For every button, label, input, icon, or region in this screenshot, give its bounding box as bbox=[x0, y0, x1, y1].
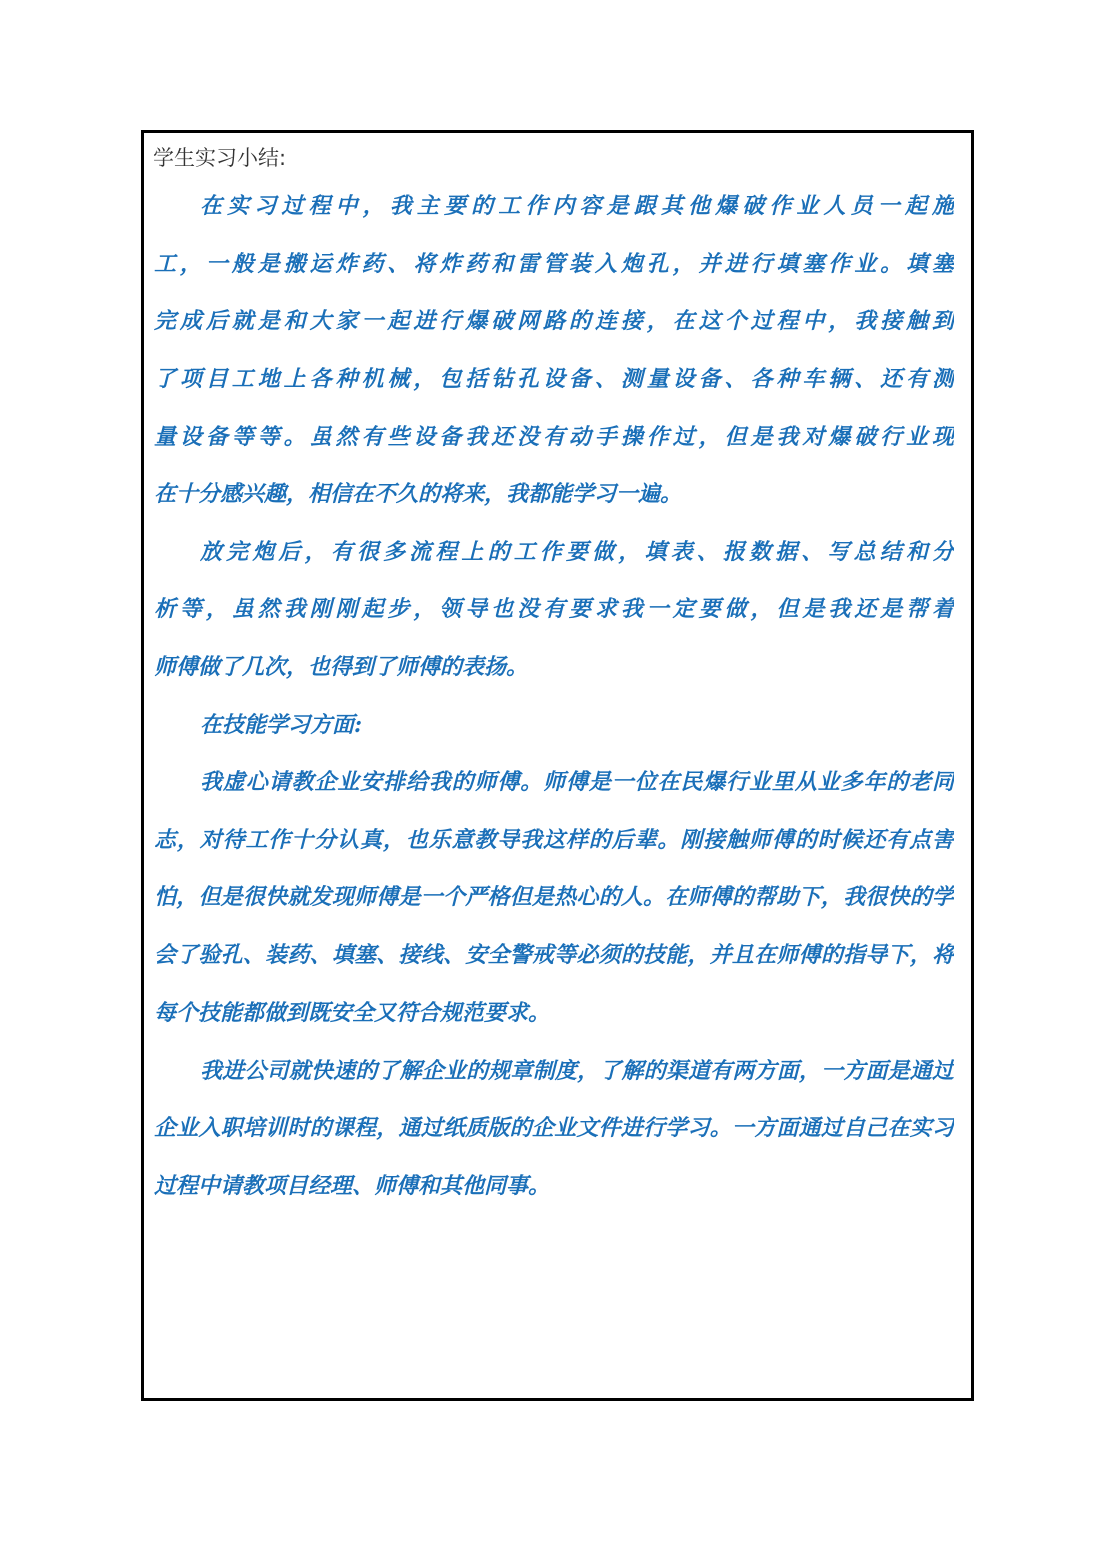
text-line: 在十分感兴趣，相信在不久的将来，我都能学习一遍。 bbox=[154, 481, 683, 507]
section-label: 学生实习小结: bbox=[153, 146, 287, 170]
text-line: 放完炮后，有很多流程上的工作要做，填表、报数据、写总结和分 bbox=[200, 539, 954, 565]
subheading-line: 在技能学习方面: bbox=[200, 712, 363, 738]
text-line: 析等，虽然我刚刚起步，领导也没有要求我一定要做，但是我还是帮着 bbox=[154, 596, 954, 622]
text-line: 怕，但是很快就发现师傅是一个严格但是热心的人。在师傅的帮助下，我很快的学 bbox=[154, 884, 954, 910]
text-line: 了项目工地上各种机械，包括钻孔设备、测量设备、各种车辆、还有测 bbox=[154, 366, 954, 392]
text-line: 在实习过程中，我主要的工作内容是跟其他爆破作业人员一起施 bbox=[200, 193, 954, 219]
text-line: 我虚心请教企业安排给我的师傅。师傅是一位在民爆行业里从业多年的老同 bbox=[200, 769, 954, 795]
text-line: 完成后就是和大家一起进行爆破网路的连接，在这个过程中，我接触到 bbox=[154, 308, 954, 334]
text-line: 我进公司就快速的了解企业的规章制度，了解的渠道有两方面，一方面是通过 bbox=[200, 1058, 954, 1084]
text-line: 志，对待工作十分认真，也乐意教导我这样的后辈。刚接触师傅的时候还有点害 bbox=[154, 827, 954, 853]
text-line: 师傅做了几次，也得到了师傅的表扬。 bbox=[154, 654, 529, 680]
text-line: 量设备等等。虽然有些设备我还没有动手操作过，但是我对爆破行业现 bbox=[154, 424, 954, 450]
text-line: 过程中请教项目经理、师傅和其他同事。 bbox=[154, 1173, 551, 1199]
text-line: 工，一般是搬运炸药、将炸药和雷管装入炮孔，并进行填塞作业。填塞 bbox=[154, 251, 954, 277]
text-line: 会了验孔、装药、填塞、接线、安全警戒等必须的技能，并且在师傅的指导下，将 bbox=[154, 942, 954, 968]
text-line: 企业入职培训时的课程，通过纸质版的企业文件进行学习。一方面通过自己在实习 bbox=[154, 1115, 954, 1141]
text-line: 每个技能都做到既安全又符合规范要求。 bbox=[154, 1000, 551, 1026]
